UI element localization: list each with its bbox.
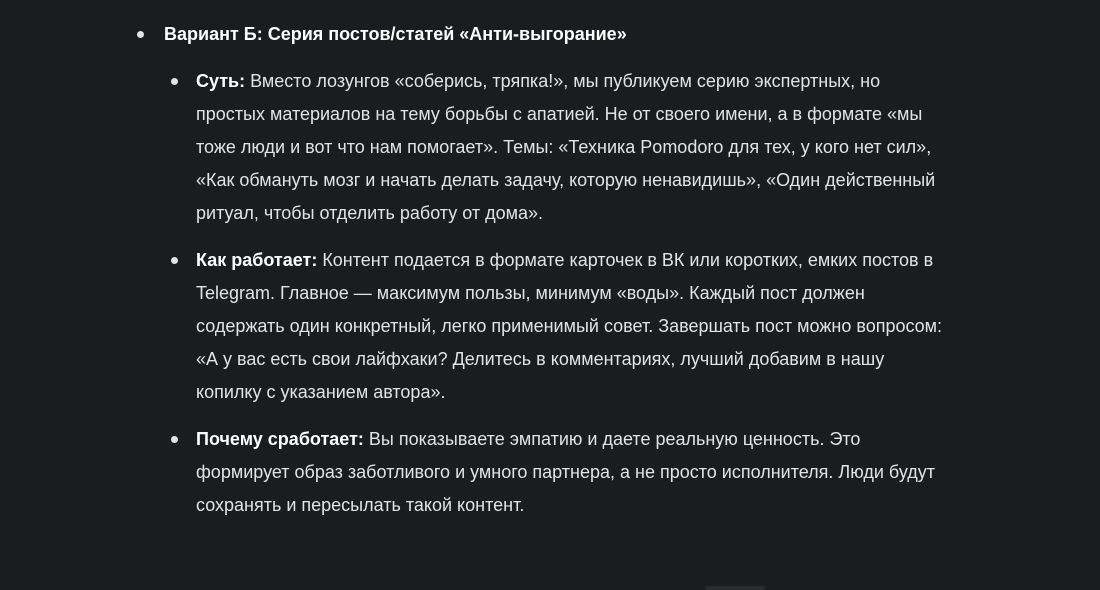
variant-item [0, 18, 1100, 522]
point-label: Как работает: [196, 250, 323, 270]
point-why-it-works [164, 423, 946, 522]
variant-points-list [164, 65, 1100, 522]
bullet-dot [137, 31, 144, 38]
bullet-dot [171, 257, 178, 264]
point-label: Почему сработает: [196, 429, 369, 449]
bullet-dot [171, 78, 178, 85]
point-how-it-works [164, 244, 946, 409]
point-label: Суть: [196, 71, 251, 91]
outer-list [0, 18, 1100, 522]
point-text: Контент подается в формате карточек в ВК или коротких, емких постов в Telegram. Главное — максимум пользы, минимум «воды». Каждый пост должен содержать один конкретный, легко применимый совет. Завершать пост можно вопросом: «А у вас есть свои лайфхаки? Делитесь в комментариях, лучший добавим в нашу копилку с указанием автора». [196, 250, 943, 402]
point-essence [164, 65, 946, 230]
point-text: Вы показываете эмпатию и даете реальную ценность. Это формирует образ заботливого и умного партнера, а не просто исполнителя. Люди будут сохранять и пересылать такой контент. [196, 429, 935, 515]
bullet-dot [171, 436, 178, 443]
scroll-hint [705, 586, 765, 590]
response-content [0, 18, 1100, 536]
variant-title: Вариант Б: Серия постов/статей «Анти-выгорание» [164, 24, 627, 44]
point-text: Вместо лозунгов «соберись, тряпка!», мы публикуем серию экспертных, но простых материалов на тему борьбы с апатией. Не от своего имени, а в формате «мы тоже люди и вот что нам помогает». Темы: «Техника Pomodoro для тех, у кого нет сил», «Как обмануть мозг и начать делать задачу, которую ненавидишь», «Один действенный ритуал, чтобы отделить работу от дома». [196, 71, 936, 223]
